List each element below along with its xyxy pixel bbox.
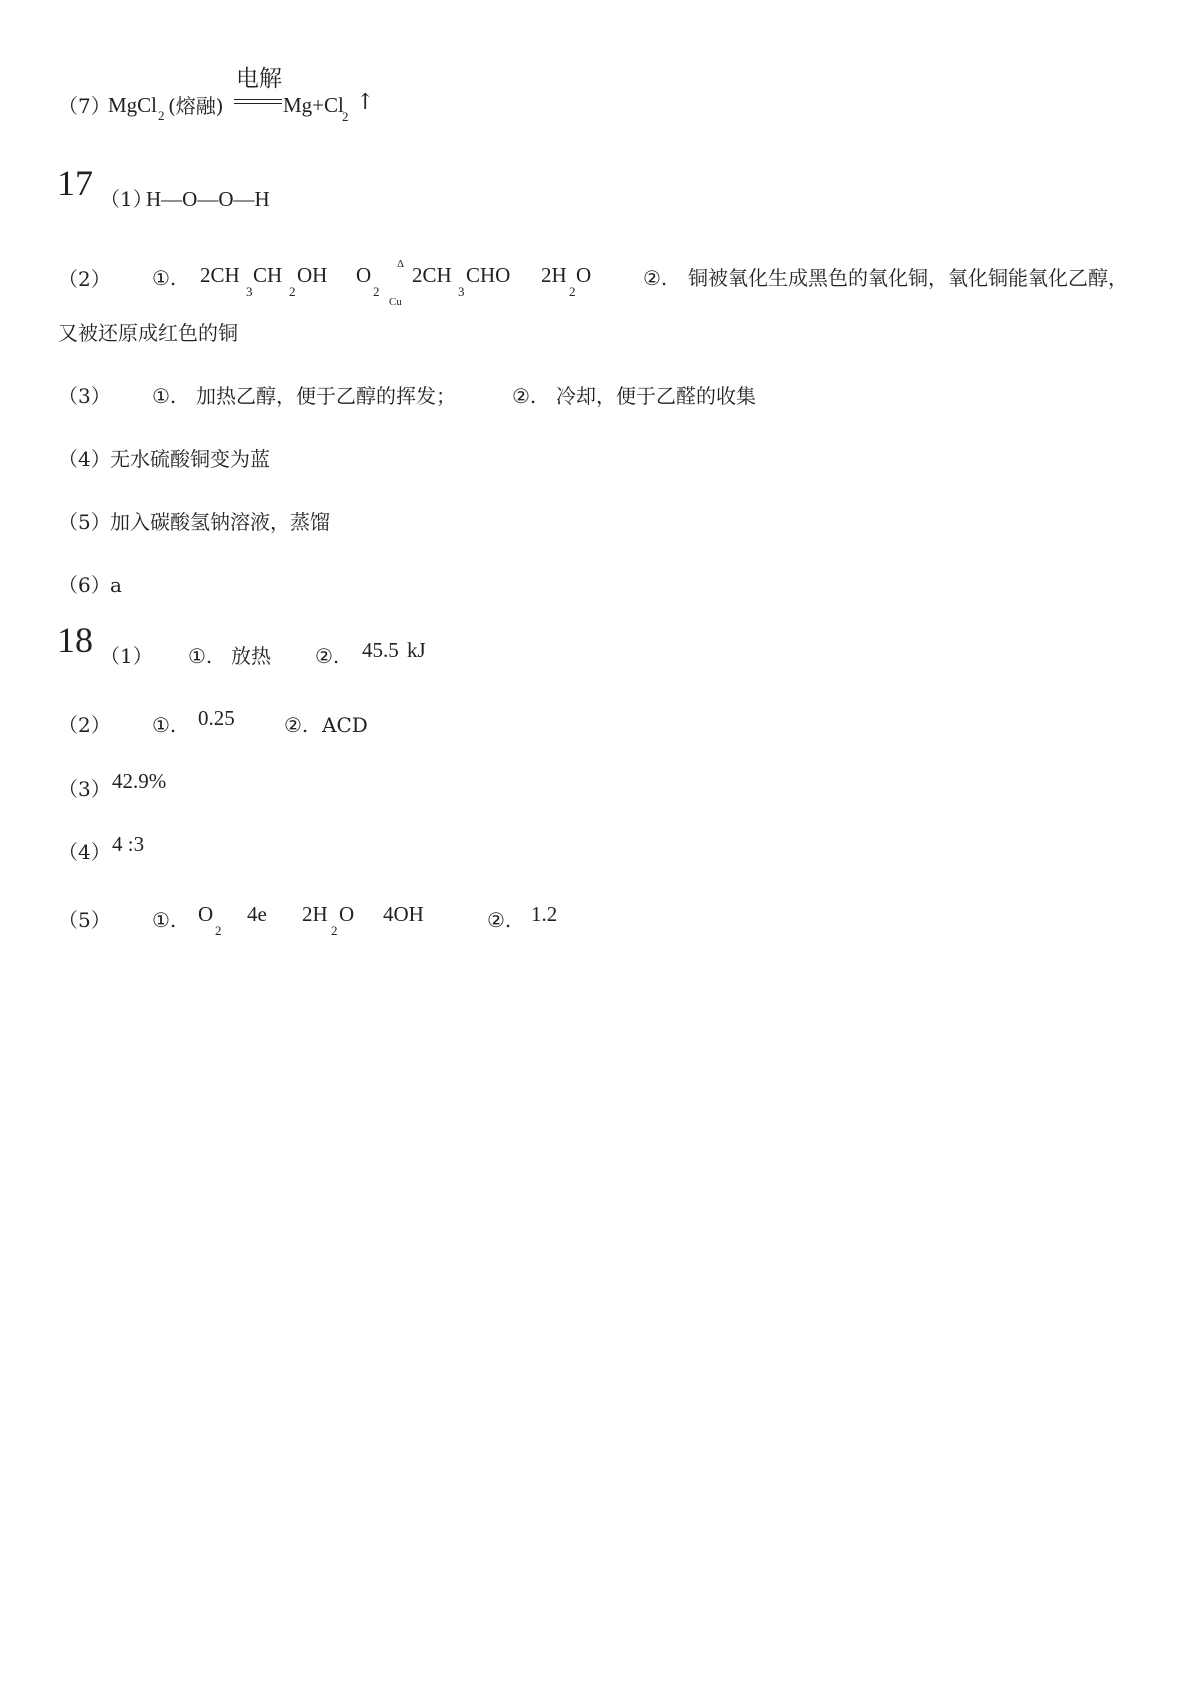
question-number: 17 — [57, 163, 93, 203]
mark-1: ①. — [152, 713, 177, 737]
subscript: 3 — [246, 284, 253, 299]
state-label: (熔融) — [168, 94, 224, 118]
mark-1: ①. — [188, 644, 213, 668]
part-number: （2） — [58, 713, 111, 737]
answer-text: 无水硫酸铜变为蓝 — [110, 447, 270, 471]
part-number: （1） — [100, 187, 153, 211]
eq-term: O — [198, 902, 214, 926]
eq-term: CHO — [466, 263, 511, 287]
mark-2: ②. — [643, 266, 668, 290]
subscript: 3 — [458, 284, 465, 299]
unit: kJ — [407, 638, 426, 662]
answer-text-continued: 又被还原成红色的铜 — [58, 321, 238, 345]
answer-value: 42.9% — [112, 769, 167, 793]
part-number: （5） — [58, 510, 111, 534]
answer-value: 0.25 — [198, 706, 235, 730]
eq-term: 2CH — [200, 263, 240, 287]
part-number: （6） — [58, 573, 111, 597]
heat-condition: Δ — [397, 258, 405, 270]
answer-text: 铜被氧化生成黑色的氧化铜，氧化铜能氧化乙醇， — [688, 266, 1128, 290]
answer-text: 放热 — [231, 644, 271, 668]
answer-text: ACD — [322, 713, 368, 737]
eq-term: 2H — [541, 263, 567, 287]
part-number: （3） — [58, 777, 111, 801]
answer-value: 45.5 — [362, 638, 399, 662]
catalyst: Cu — [389, 296, 402, 308]
answer-value: 1.2 — [531, 902, 558, 926]
eq-term: 2CH — [412, 263, 452, 287]
part-number: （5） — [58, 908, 111, 932]
answer-text: 加入碳酸氢钠溶液，蒸馏 — [110, 510, 330, 534]
eq-term: O — [356, 263, 372, 287]
subscript: 2 — [569, 284, 576, 299]
part-number: （3） — [58, 384, 111, 408]
mark-1: ①. — [152, 908, 177, 932]
subscript: 2 — [289, 284, 296, 299]
subscript: 2 — [342, 109, 349, 124]
subscript: 2 — [158, 108, 165, 123]
question-number: 18 — [57, 620, 93, 660]
eq-term: 2H — [302, 902, 328, 926]
eq-term: 4e — [247, 902, 267, 926]
part-number: （4） — [58, 447, 111, 471]
mark-2: ②. — [284, 713, 309, 737]
answer-value: 4 :3 — [112, 832, 145, 856]
subscript: 2 — [215, 923, 222, 938]
answer-text: 加热乙醇，便于乙醇的挥发； — [196, 384, 456, 408]
structural-formula: H—O—O—H — [146, 187, 270, 211]
eq-term: O — [576, 263, 592, 287]
mark-2: ②. — [487, 908, 512, 932]
eq-term: OH — [297, 263, 328, 287]
part-number: （1） — [100, 644, 153, 668]
gas-arrow-icon: ↑ — [356, 90, 375, 115]
part-number: （4） — [58, 840, 111, 864]
subscript: 2 — [373, 284, 380, 299]
mark-1: ①. — [152, 384, 177, 408]
answer-text: 冷却，便于乙醛的收集 — [556, 384, 756, 408]
item-number: （7） — [58, 94, 111, 118]
mark-2: ②. — [512, 384, 537, 408]
eq-term: CH — [253, 263, 283, 287]
formula-text: MgCl — [108, 93, 158, 117]
eq-term: 4OH — [383, 902, 424, 926]
mark-1: ①. — [152, 266, 177, 290]
mark-2: ②. — [315, 644, 340, 668]
reaction-condition: 电解 — [236, 66, 282, 92]
part-number: （2） — [58, 267, 111, 291]
equals-sign — [234, 99, 282, 104]
subscript: 2 — [331, 923, 338, 938]
product-text: Mg+Cl — [283, 93, 344, 117]
eq-term: O — [339, 902, 355, 926]
answer-text: a — [110, 573, 122, 597]
